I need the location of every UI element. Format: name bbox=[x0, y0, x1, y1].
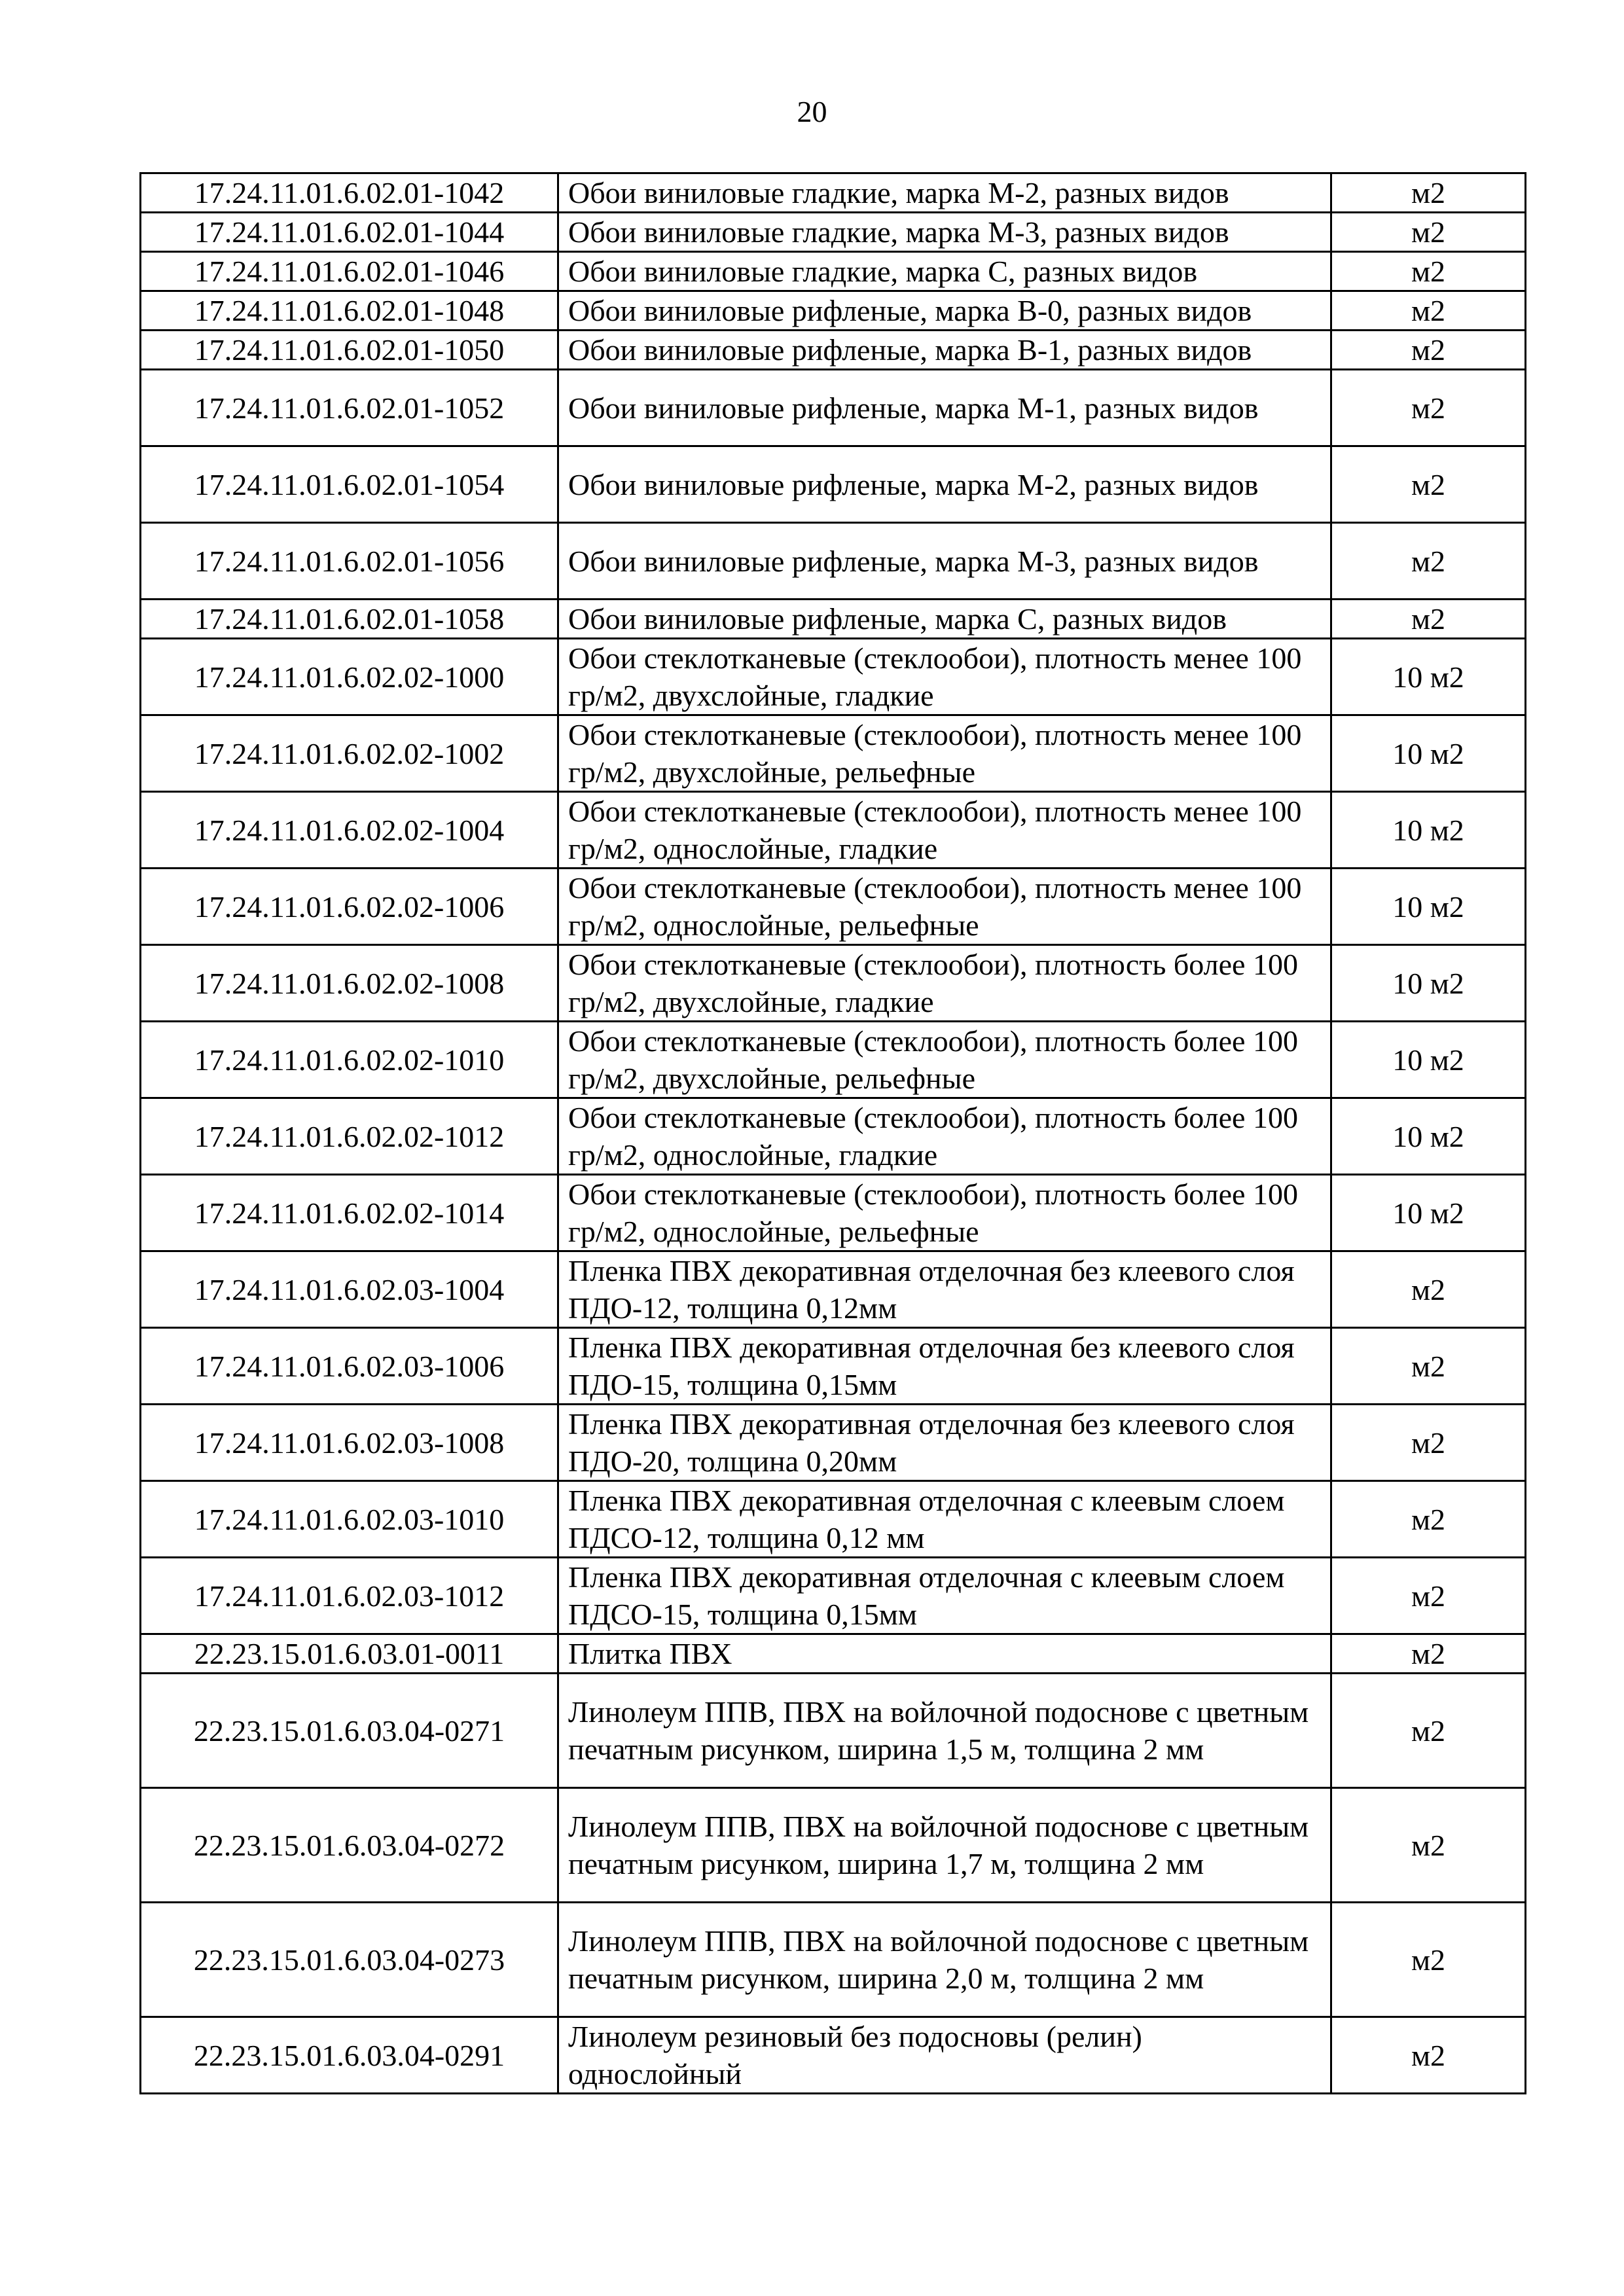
resource-code-cell: 17.24.11.01.6.02.03-1012 bbox=[141, 1558, 558, 1634]
table-row bbox=[141, 252, 1526, 291]
resource-code-cell: 17.24.11.01.6.02.03-1008 bbox=[141, 1405, 558, 1481]
unit-cell: м2 bbox=[1331, 2017, 1526, 2094]
resource-name-cell: Обои стеклотканевые (стеклообои), плотность более 100 гр/м2, двухслойные, рельефные bbox=[558, 1022, 1331, 1098]
unit-cell: м2 bbox=[1331, 523, 1526, 600]
resource-name-cell: Обои стеклотканевые (стеклообои), плотность менее 100 гр/м2, однослойные, рельефные bbox=[558, 869, 1331, 945]
resource-name-cell: Обои виниловые гладкие, марка С, разных видов bbox=[558, 252, 1331, 291]
unit-cell: м2 bbox=[1331, 1251, 1526, 1328]
resource-code-cell: 17.24.11.01.6.02.01-1048 bbox=[141, 291, 558, 331]
table-row bbox=[141, 1251, 1526, 1328]
resource-code-cell: 22.23.15.01.6.03.04-0271 bbox=[141, 1674, 558, 1788]
table-row bbox=[141, 1405, 1526, 1481]
resource-code-cell: 17.24.11.01.6.02.01-1052 bbox=[141, 370, 558, 446]
resource-name-cell: Пленка ПВХ декоративная отделочная без клеевого слоя ПДО-12, толщина 0,12мм bbox=[558, 1251, 1331, 1328]
unit-cell: 10 м2 bbox=[1331, 639, 1526, 715]
unit-cell: м2 bbox=[1331, 446, 1526, 523]
table-row bbox=[141, 213, 1526, 252]
resource-name-cell: Обои стеклотканевые (стеклообои), плотность более 100 гр/м2, однослойные, гладкие bbox=[558, 1098, 1331, 1175]
unit-cell: м2 bbox=[1331, 1674, 1526, 1788]
resource-code-cell: 17.24.11.01.6.02.03-1004 bbox=[141, 1251, 558, 1328]
resource-code-cell: 17.24.11.01.6.02.02-1012 bbox=[141, 1098, 558, 1175]
resource-name-cell: Плитка ПВХ bbox=[558, 1634, 1331, 1674]
resource-name-cell: Обои стеклотканевые (стеклообои), плотность более 100 гр/м2, двухслойные, гладкие bbox=[558, 945, 1331, 1022]
resource-code-cell: 17.24.11.01.6.02.02-1008 bbox=[141, 945, 558, 1022]
resource-code-cell: 22.23.15.01.6.03.01-0011 bbox=[141, 1634, 558, 1674]
resource-name-cell: Обои стеклотканевые (стеклообои), плотность менее 100 гр/м2, двухслойные, гладкие bbox=[558, 639, 1331, 715]
resource-name-cell: Обои виниловые рифленые, марка В-0, разных видов bbox=[558, 291, 1331, 331]
table-row bbox=[141, 792, 1526, 869]
resource-code-cell: 17.24.11.01.6.02.02-1002 bbox=[141, 715, 558, 792]
table-row bbox=[141, 1558, 1526, 1634]
resource-name-cell: Обои виниловые гладкие, марка М-2, разных видов bbox=[558, 173, 1331, 213]
resource-code-cell: 17.24.11.01.6.02.01-1056 bbox=[141, 523, 558, 600]
unit-cell: м2 bbox=[1331, 370, 1526, 446]
unit-cell: м2 bbox=[1331, 291, 1526, 331]
table-row bbox=[141, 1674, 1526, 1788]
resource-name-cell: Линолеум ППВ, ПВХ на войлочной подоснове с цветным печатным рисунком, ширина 1,7 м, толщина 2 мм bbox=[558, 1788, 1331, 1903]
resource-table bbox=[139, 172, 1526, 2094]
resource-name-cell: Пленка ПВХ декоративная отделочная без клеевого слоя ПДО-20, толщина 0,20мм bbox=[558, 1405, 1331, 1481]
table-row bbox=[141, 1098, 1526, 1175]
table-row bbox=[141, 1634, 1526, 1674]
resource-name-cell: Обои виниловые гладкие, марка М-3, разных видов bbox=[558, 213, 1331, 252]
resource-code-cell: 22.23.15.01.6.03.04-0291 bbox=[141, 2017, 558, 2094]
table-row bbox=[141, 370, 1526, 446]
resource-code-cell: 17.24.11.01.6.02.01-1058 bbox=[141, 600, 558, 639]
table-row bbox=[141, 1481, 1526, 1558]
table-row bbox=[141, 2017, 1526, 2094]
table-row bbox=[141, 639, 1526, 715]
unit-cell: 10 м2 bbox=[1331, 792, 1526, 869]
unit-cell: м2 bbox=[1331, 1405, 1526, 1481]
resource-code-cell: 17.24.11.01.6.02.01-1050 bbox=[141, 331, 558, 370]
resource-name-cell: Обои виниловые рифленые, марка М-3, разных видов bbox=[558, 523, 1331, 600]
resource-code-cell: 17.24.11.01.6.02.02-1000 bbox=[141, 639, 558, 715]
table-row bbox=[141, 869, 1526, 945]
resource-code-cell: 17.24.11.01.6.02.03-1006 bbox=[141, 1328, 558, 1405]
table-row bbox=[141, 1788, 1526, 1903]
resource-code-cell: 17.24.11.01.6.02.02-1010 bbox=[141, 1022, 558, 1098]
unit-cell: м2 bbox=[1331, 1558, 1526, 1634]
unit-cell: м2 bbox=[1331, 213, 1526, 252]
resource-code-cell: 17.24.11.01.6.02.01-1054 bbox=[141, 446, 558, 523]
resource-code-cell: 17.24.11.01.6.02.01-1042 bbox=[141, 173, 558, 213]
unit-cell: 10 м2 bbox=[1331, 945, 1526, 1022]
table-row bbox=[141, 1328, 1526, 1405]
unit-cell: 10 м2 bbox=[1331, 1098, 1526, 1175]
unit-cell: м2 bbox=[1331, 1903, 1526, 2017]
resource-name-cell: Линолеум ППВ, ПВХ на войлочной подоснове с цветным печатным рисунком, ширина 1,5 м, толщина 2 мм bbox=[558, 1674, 1331, 1788]
page-number: 20 bbox=[797, 95, 827, 128]
unit-cell: м2 bbox=[1331, 1481, 1526, 1558]
resource-name-cell: Обои стеклотканевые (стеклообои), плотность менее 100 гр/м2, однослойные, гладкие bbox=[558, 792, 1331, 869]
resource-code-cell: 17.24.11.01.6.02.02-1014 bbox=[141, 1175, 558, 1251]
unit-cell: м2 bbox=[1331, 252, 1526, 291]
resource-code-cell: 17.24.11.01.6.02.03-1010 bbox=[141, 1481, 558, 1558]
resource-code-cell: 22.23.15.01.6.03.04-0273 bbox=[141, 1903, 558, 2017]
resource-code-cell: 17.24.11.01.6.02.01-1046 bbox=[141, 252, 558, 291]
table-row bbox=[141, 173, 1526, 213]
table-row bbox=[141, 945, 1526, 1022]
table-row bbox=[141, 1022, 1526, 1098]
unit-cell: м2 bbox=[1331, 600, 1526, 639]
resource-name-cell: Пленка ПВХ декоративная отделочная с клеевым слоем ПДСО-12, толщина 0,12 мм bbox=[558, 1481, 1331, 1558]
table-body bbox=[141, 173, 1526, 2094]
resource-name-cell: Обои виниловые рифленые, марка М-1, разных видов bbox=[558, 370, 1331, 446]
unit-cell: 10 м2 bbox=[1331, 715, 1526, 792]
unit-cell: м2 bbox=[1331, 331, 1526, 370]
table-row bbox=[141, 291, 1526, 331]
resource-code-cell: 17.24.11.01.6.02.01-1044 bbox=[141, 213, 558, 252]
table-row bbox=[141, 715, 1526, 792]
resource-name-cell: Линолеум резиновый без подосновы (релин) однослойный bbox=[558, 2017, 1331, 2094]
unit-cell: 10 м2 bbox=[1331, 869, 1526, 945]
resource-code-cell: 22.23.15.01.6.03.04-0272 bbox=[141, 1788, 558, 1903]
unit-cell: 10 м2 bbox=[1331, 1022, 1526, 1098]
resource-name-cell: Линолеум ППВ, ПВХ на войлочной подоснове с цветным печатным рисунком, ширина 2,0 м, толщина 2 мм bbox=[558, 1903, 1331, 2017]
resource-name-cell: Обои виниловые рифленые, марка В-1, разных видов bbox=[558, 331, 1331, 370]
table-row bbox=[141, 600, 1526, 639]
table-row bbox=[141, 1903, 1526, 2017]
unit-cell: 10 м2 bbox=[1331, 1175, 1526, 1251]
resource-code-cell: 17.24.11.01.6.02.02-1004 bbox=[141, 792, 558, 869]
resource-name-cell: Обои стеклотканевые (стеклообои), плотность менее 100 гр/м2, двухслойные, рельефные bbox=[558, 715, 1331, 792]
resource-name-cell: Обои виниловые рифленые, марка М-2, разных видов bbox=[558, 446, 1331, 523]
resource-name-cell: Обои стеклотканевые (стеклообои), плотность более 100 гр/м2, однослойные, рельефные bbox=[558, 1175, 1331, 1251]
table-row bbox=[141, 331, 1526, 370]
unit-cell: м2 bbox=[1331, 1634, 1526, 1674]
resource-name-cell: Обои виниловые рифленые, марка С, разных видов bbox=[558, 600, 1331, 639]
table-row bbox=[141, 523, 1526, 600]
table-row bbox=[141, 1175, 1526, 1251]
table-row bbox=[141, 446, 1526, 523]
resource-name-cell: Пленка ПВХ декоративная отделочная с клеевым слоем ПДСО-15, толщина 0,15мм bbox=[558, 1558, 1331, 1634]
resource-code-cell: 17.24.11.01.6.02.02-1006 bbox=[141, 869, 558, 945]
unit-cell: м2 bbox=[1331, 1788, 1526, 1903]
resource-name-cell: Пленка ПВХ декоративная отделочная без клеевого слоя ПДО-15, толщина 0,15мм bbox=[558, 1328, 1331, 1405]
unit-cell: м2 bbox=[1331, 1328, 1526, 1405]
unit-cell: м2 bbox=[1331, 173, 1526, 213]
